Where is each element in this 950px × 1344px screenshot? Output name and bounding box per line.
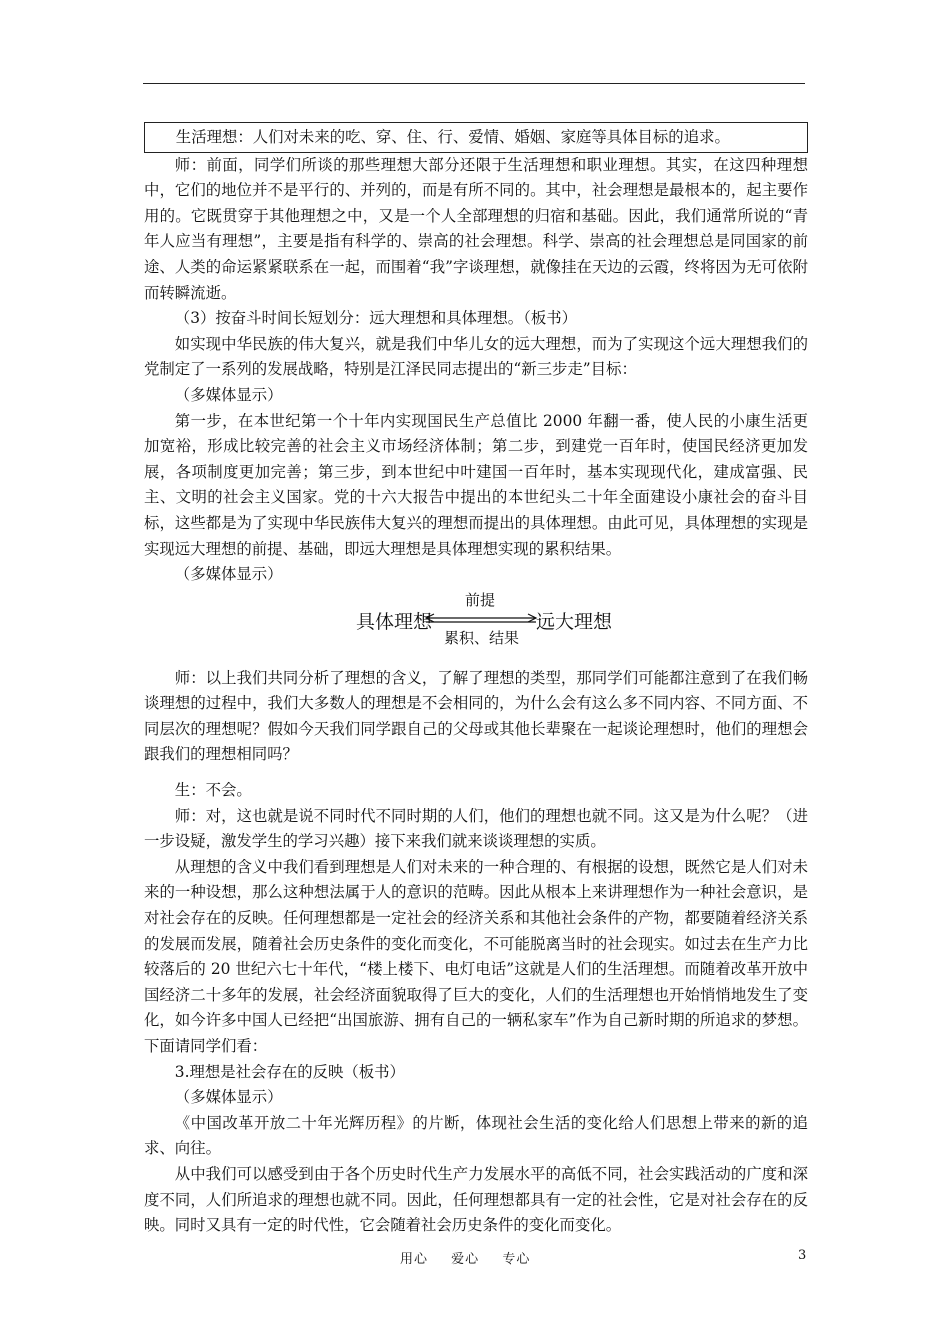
paragraph: （多媒体显示） <box>174 1088 283 1107</box>
paragraph: 《中国改革开放二十年光辉历程》的片断，体现社会生活的变化给人们思想上带来的新的追求、向往。 <box>144 1113 808 1158</box>
paragraph: 如实现中华民族的伟大复兴，就是我们中华儿女的远大理想，而为了实现这个远大理想我们的党制定了一系列的发展战略，特别是江泽民同志提出的“新三步走”目标： <box>144 334 808 379</box>
paragraph: （3）按奋斗时间长短划分：远大理想和具体理想。（板书） <box>174 309 578 328</box>
document-body <box>144 122 808 1239</box>
paragraph: 师：前面，同学们所谈的那些理想大部分还限于生活理想和职业理想。其实，在这四种理想中，它们的地位并不是平行的、并列的，而是有所不同的。其中，社会理想是最根本的，起主要作用的。它既贯穿于其他理想之中，又是一个人全部理想的归宿和基础。因此，我们通常所说的“青年人应当有理想”，主要是指有科学的、崇高的社会理想。科学、崇高的社会理想总是同国家的前途、人类的命运紧紧联系在一起，而围着“我”字谈理想，就像挂在天边的云霞，终将因为无可依附而转瞬流逝。 <box>144 155 808 302</box>
paragraph: 师：以上我们共同分析了理想的含义，了解了理想的类型，那同学们可能都注意到了在我们畅谈理想的过程中，我们大多数人的理想是不会相同的，为什么会有这么多不同内容、不同方面、不同层次的理想呢？假如今天我们同学跟自己的父母或其他长辈聚在一起谈论理想时，他们的理想会跟我们的理想相同吗？ <box>144 668 808 764</box>
paragraph: 从中我们可以感受到由于各个历史时代生产力发展水平的高低不同，社会实践活动的广度和深度不同，人们所追求的理想也就不同。因此，任何理想都具有一定的社会性，它是对社会存在的反映。同时又具有一定的时代性，它会随着社会历史条件的变化而变化。 <box>144 1164 808 1235</box>
paragraph: （多媒体显示） <box>174 565 283 584</box>
page-number: 3 <box>798 1248 807 1263</box>
footer-item: 专心 <box>502 1252 531 1267</box>
paragraph: 从理想的含义中我们看到理想是人们对未来的一种合理的、有根据的设想，既然它是人们对未来的一种设想，那么这种想法属于人的意识的范畴。因此从根本上来讲理想作为一种社会意识，是对社会存在的反映。任何理想都是一定社会的经济关系和其他社会条件的产物，都要随着经济关系的发展而发展，随着社会历史条件的变化而变化，不可能脱离当时的社会现实。如过去在生产力比较落后的 20 世纪六七十年代，“楼上楼下、电灯电话”这就是人们的生活理想。而随着改革开放中国经济二十多年的发展，社会经济面貌取得了巨大的变化，人们的生活理想也开始悄悄地发生了变化，如今许多中国人已经把“出国旅游、拥有自己的一辆私家车”作为自己新时期的所追求的梦想。下面请同学们看： <box>144 857 808 1055</box>
diagram-bottom-label: 累积、结果 <box>444 628 520 647</box>
paragraph: （多媒体显示） <box>174 385 283 404</box>
diagram-left-term: 具体理想 <box>356 610 433 633</box>
paragraph: 第一步，在本世纪第一个十年内实现国民生产总值比 2000 年翻一番，使人民的小康生活更加宽裕，形成比较完善的社会主义市场经济体制；第二步，到建党一百年时，使国民经济更加发展，各项制度更加完善；第三步，到本世纪中叶建国一百年时，基本实现现代化，建成富强、民主、文明的社会主义国家。党的十六大报告中提出的本世纪头二十年全面建设小康社会的奋斗目标，这些都是为了实现中华民族伟大复兴的理想而提出的具体理想。由此可见，具体理想的实现是实现远大理想的前提、基础，即远大理想是具体理想实现的累积结果。 <box>144 411 808 558</box>
boxed-definition: 生活理想：人们对未来的吃、穿、住、行、爱情、婚姻、家庭等具体目标的追求。 <box>144 122 808 153</box>
diagram-top-label: 前提 <box>465 590 496 609</box>
footer-motto <box>400 1248 548 1267</box>
diagram-right-term: 远大理想 <box>536 610 613 633</box>
ideal-relation-diagram <box>144 590 808 660</box>
header-rule <box>143 83 805 84</box>
paragraph: 生：不会。 <box>174 781 252 800</box>
paragraph: 3.理想是社会存在的反映（板书） <box>174 1062 405 1081</box>
footer-item: 爱心 <box>451 1252 480 1267</box>
footer-item: 用心 <box>400 1252 429 1267</box>
paragraph: 师：对，这也就是说不同时代不同时期的人们，他们的理想也就不同。这又是为什么呢？（进一步设疑，激发学生的学习兴趣）接下来我们就来谈谈理想的实质。 <box>144 806 808 851</box>
